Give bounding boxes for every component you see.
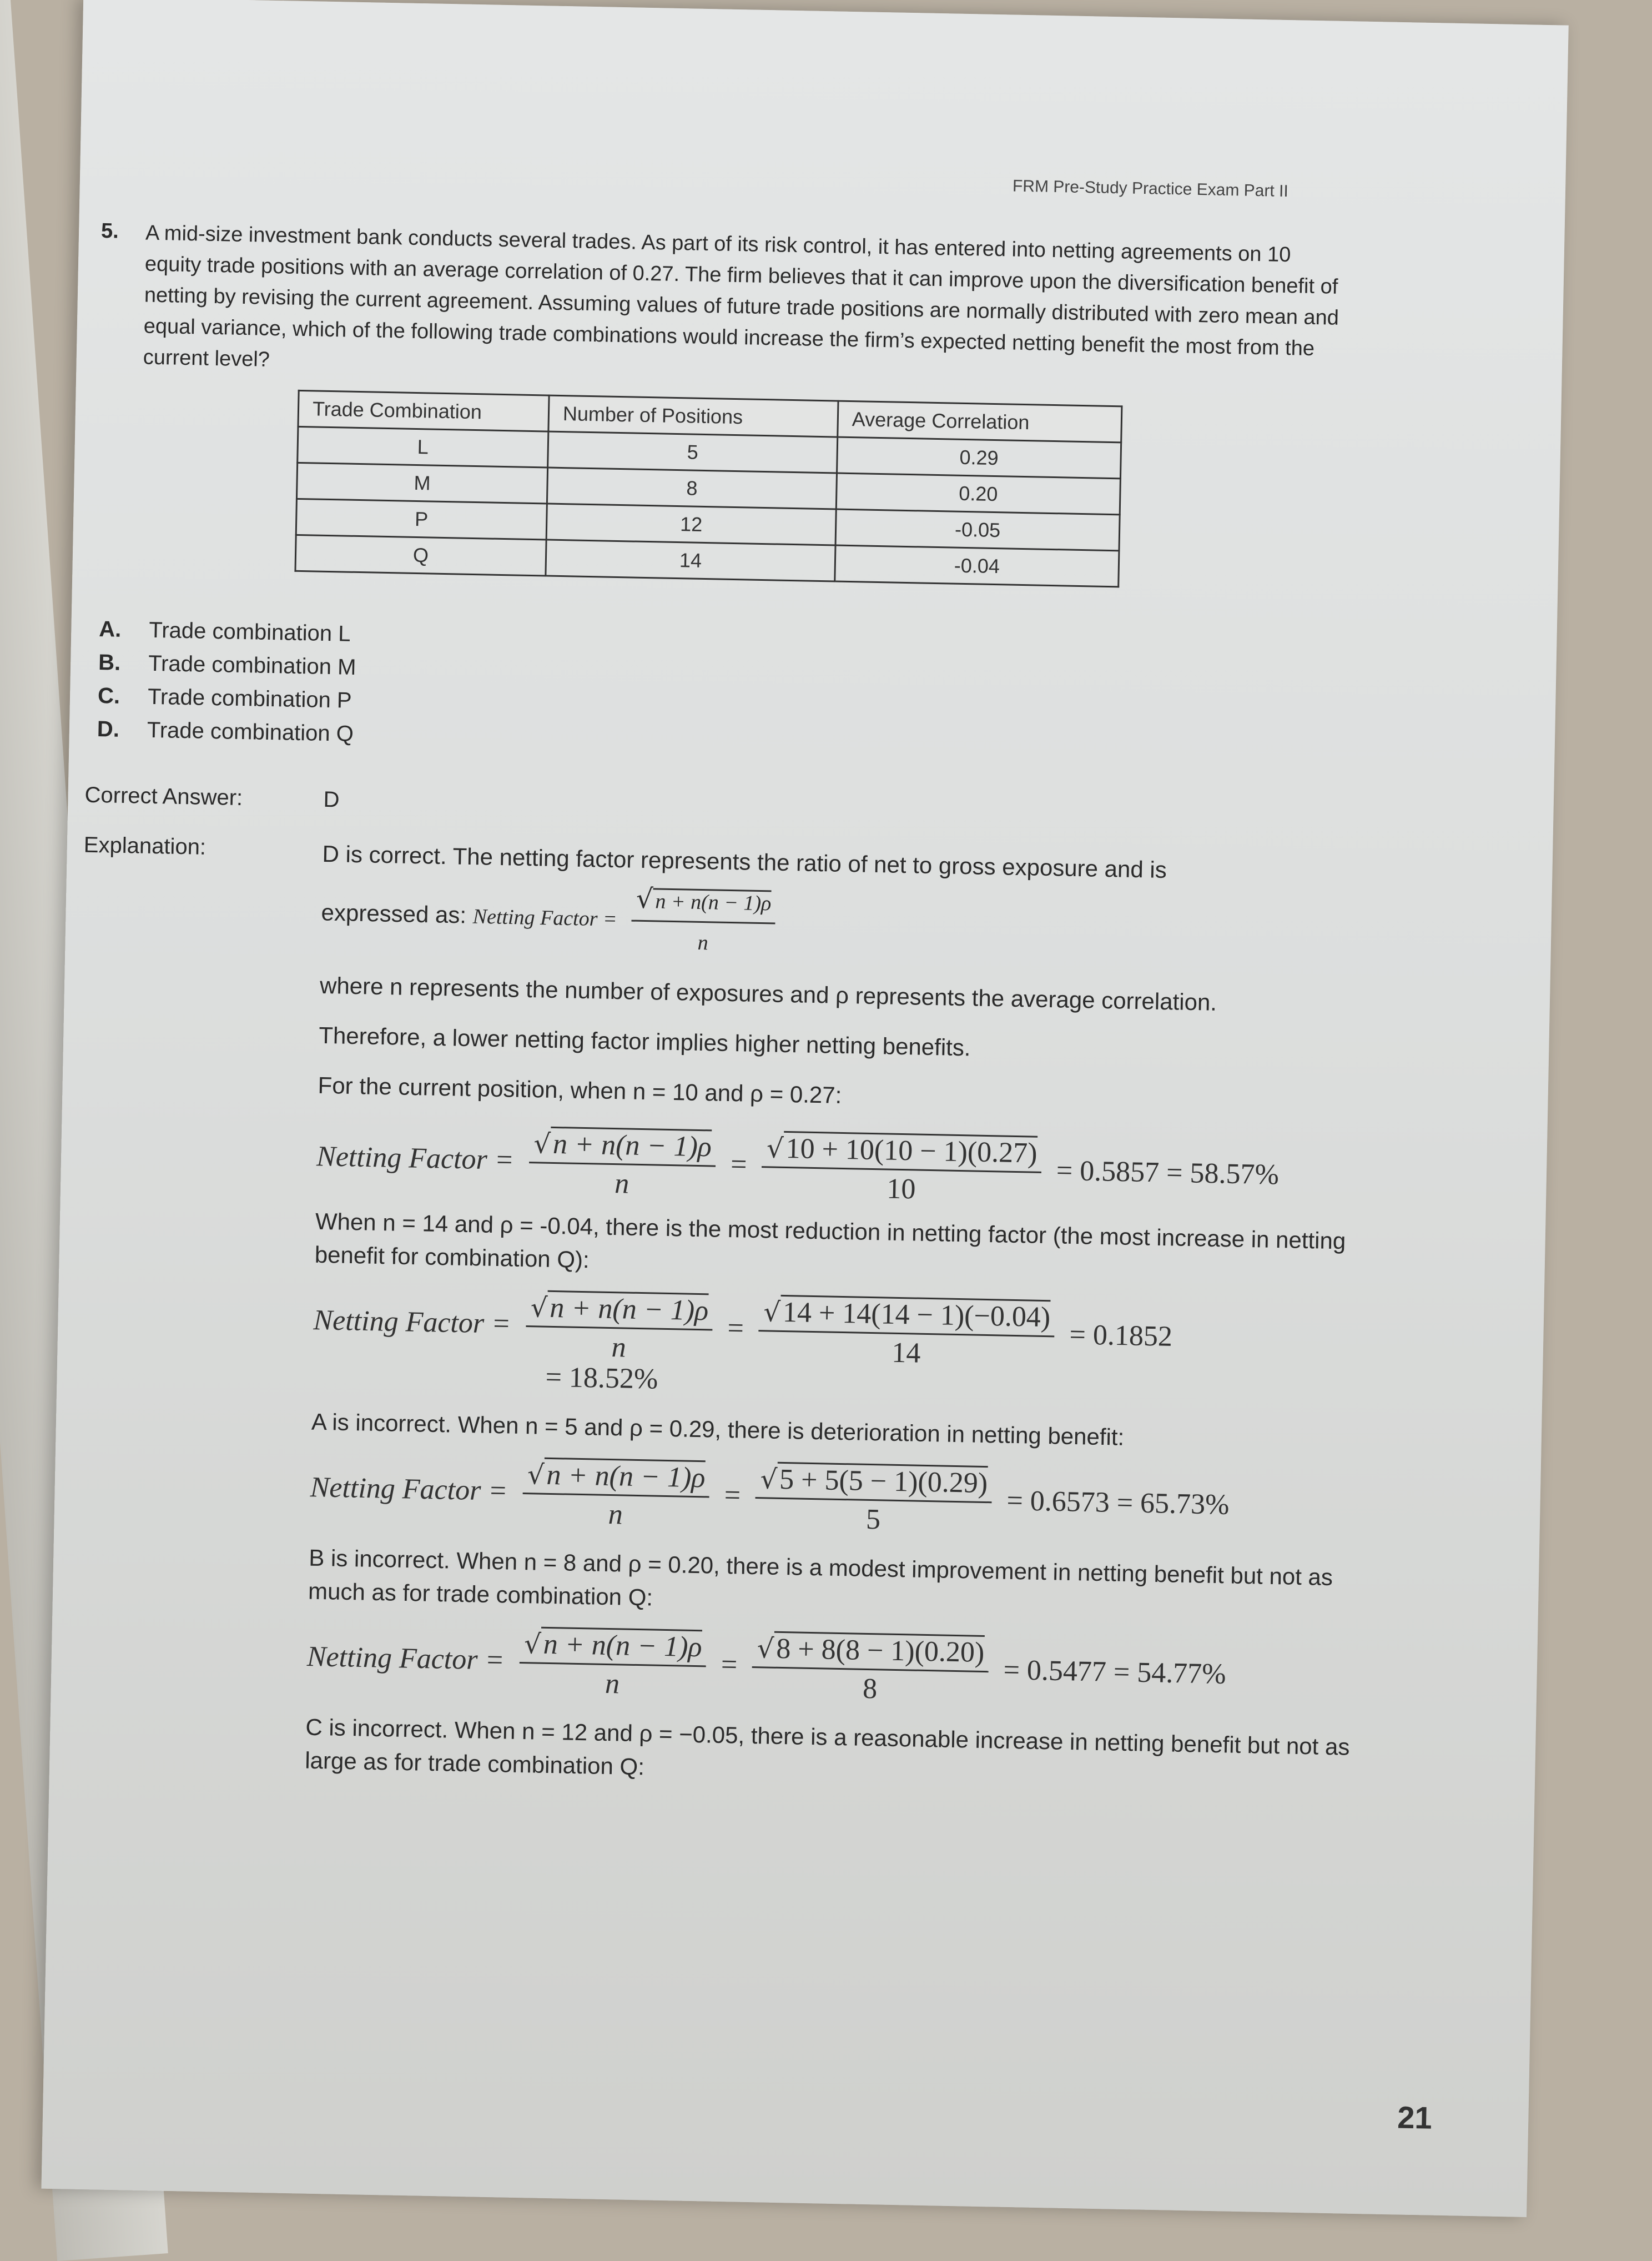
table-cell: -0.04 [835,545,1119,587]
answer-choices [97,612,357,751]
trade-table [294,390,1122,587]
sqrt-icon: √ [530,1292,548,1324]
exam-page [41,0,1568,2217]
choice-a-explanation: A is incorrect. When n = 5 and ρ = 0.29, there is deterioration in netting benefit: [311,1408,1125,1450]
correct-answer-value: D [323,787,340,812]
table-cell: 5 [548,431,838,473]
choice-b [98,646,356,684]
explanation-intro: D is correct. The netting factor represents the ratio of net to gross exposure and is [322,840,1167,883]
sqrt-icon: √ [527,1459,545,1491]
equation-result: = 0.5857 = 58.57% [1056,1154,1280,1191]
current-position-text: For the current position, when n = 10 and ρ = 0.27: [318,1072,842,1108]
table-cell: 12 [546,504,836,545]
table-header: Number of Positions [548,395,838,437]
equation-q: Netting Factor = $\frac{√n + n(n - 1)\rho}{n}$ = $\frac{√14 + 14(14 - 1)(-0.04)}{14}$ = 0.1852 = 18.52% [312,1288,1396,1409]
netting-factor-label: Netting Factor = [313,1304,511,1340]
sqrt-icon: √ [766,1133,784,1164]
expressed-as-text: expressed as: [321,899,467,928]
table-header: Average Correlation [838,401,1122,443]
table-header: Trade Combination [298,390,549,431]
formula-definition [320,876,1404,973]
equation-a: Netting Factor = $\frac{√n + n(n - 1)\rho}{n}$ = $\frac{√5 + 5(5 - 1)(0.29)}{5}$ = 0.6573 = 65.73% [310,1455,1393,1545]
choice-text: Trade combination P [147,684,352,713]
sqrt-icon: √ [636,883,654,915]
choice-c-explanation: C is incorrect. When n = 12 and ρ = −0.05, there is a reasonable increase in netting benefit but not as large as for trade combination Q: [304,1714,1350,1780]
table-cell: 0.29 [837,437,1121,479]
netting-factor-label: Netting Factor = [472,905,618,931]
table-cell: M [296,463,547,504]
sqrt-icon: √ [760,1464,778,1495]
choice-text: Trade combination M [148,651,356,680]
therefore-text: Therefore, a lower netting factor implies higher netting benefits. [318,1022,971,1061]
explanation-body [305,837,1405,1798]
choice-letter: A. [98,617,122,642]
choice-text: Trade combination L [148,617,351,646]
where-text: where n represents the number of exposures and ρ represents the average correlation. [319,972,1217,1016]
netting-factor-label: Netting Factor = [310,1471,508,1507]
page-header: FRM Pre-Study Practice Exam Part II [1012,177,1289,201]
sqrt-icon: √ [523,1629,542,1660]
table-cell: 8 [547,468,837,509]
equation-b: Netting Factor = $\frac{√n + n(n - 1)\rho}{n}$ = $\frac{√8 + 8(8 - 1)(0.20)}{8}$ = 0.5477 = 54.77% [306,1625,1390,1715]
table-cell: -0.05 [835,509,1120,551]
explanation-label: Explanation: [83,832,206,860]
equation-result-percent: = 18.52% [545,1361,658,1395]
equation-result: = 0.6573 = 65.73% [1006,1485,1230,1521]
correct-answer-label: Correct Answer: [84,782,243,811]
sqrt-icon: √ [757,1633,774,1665]
choice-text: Trade combination Q [147,717,354,746]
table-cell: 14 [546,540,835,581]
netting-factor-formula: $\frac{√n + n(n - 1)\rho}{n}$ [631,882,776,961]
table-cell: Q [295,535,546,576]
table-cell: 0.20 [836,473,1120,515]
table-cell: P [296,499,547,540]
netting-factor-label: Netting Factor = [316,1140,515,1177]
equation-result: = 0.5477 = 54.77% [1003,1654,1227,1690]
sqrt-icon: √ [533,1128,551,1160]
page-number: 21 [1397,2099,1433,2136]
choice-a [99,612,357,651]
choice-letter: D. [97,717,120,742]
question-text: A mid-size investment bank conducts several trades. As part of its risk control, it has entered into netting agreements on 10 equity trade positions with an average correlation of 0.27. The firm believes that it can improve upon the diversification benefit of netting by revising the current agreement. Assuming values of future trade positions are normally distributed with zero mean and equal variance, which of the following trade combinations would increase the firm’s expected netting benefit the most from the current level? [143,221,1339,371]
equation-result: = 0.1852 [1069,1319,1173,1353]
combination-q-text: When n = 14 and ρ = -0.04, there is the most reduction in netting factor (the most increase in netting benefit for combination Q): [314,1208,1346,1273]
choice-letter: C. [97,684,120,709]
choice-d [97,712,355,751]
choice-c [98,679,356,717]
question-number: 5. [100,219,119,243]
choice-letter: B. [98,650,121,675]
table-cell: L [298,426,548,468]
sqrt-icon: √ [763,1297,781,1328]
choice-b-explanation: B is incorrect. When n = 8 and ρ = 0.20, there is a modest improvement in netting benefit but not as much as for trade combination Q: [308,1544,1333,1611]
netting-factor-label: Netting Factor = [306,1641,505,1676]
equation-current: Netting Factor = $\frac{√n + n(n - 1)\rho}{n}$ = $\frac{√10 + 10(10 - 1)(0.27)}{10}$ = 0.5857 = 58.57% [316,1124,1399,1214]
